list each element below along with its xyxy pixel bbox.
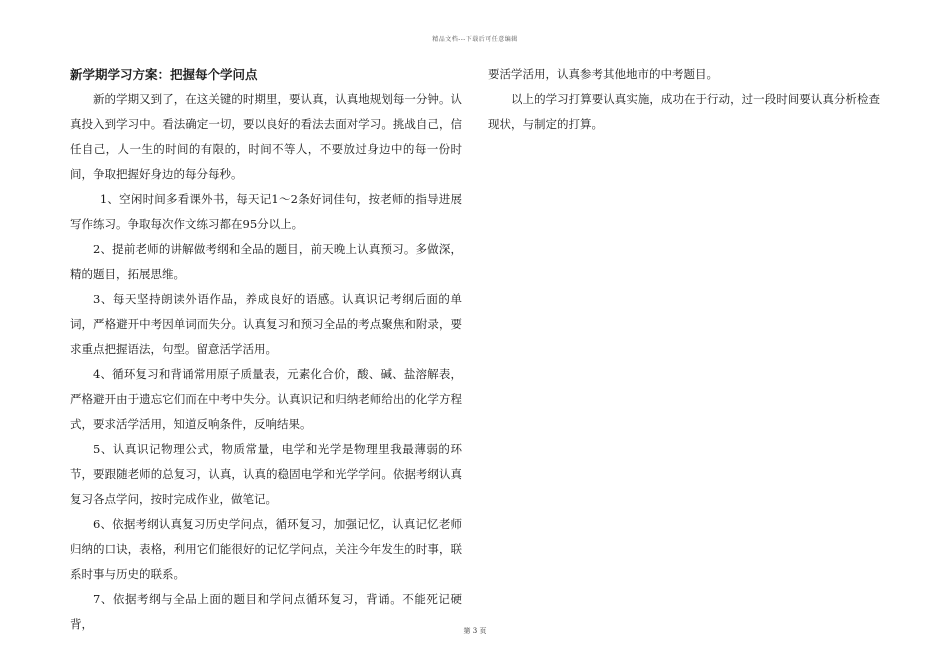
paragraph-item-4: 4、循环复习和背诵常用原子质量表，元素化合价，酸、碱、盐溶解表，严格避开由于遗忘它们而在中考中失分。认真识记和归纳老师给出的化学方程式，要求活学活用，知道反响条件，反响结果。 <box>70 367 462 431</box>
paragraph-item-1: 1、空闲时间多看课外书，每天记1～2条好词佳句，按老师的指导进展写作练习。争取每次作文练习都在95分以上。 <box>70 192 462 231</box>
paragraph-item-5: 5、认真识记物理公式，物质常量，电学和光学是物理里我最薄弱的环节，要跟随老师的总复习，认真，认真的稳固电学和光学学问。依据考纲认真复习各点学问，按时完成作业，做笔记。 <box>70 442 462 506</box>
paragraph-item-6: 6、依据考纲认真复习历史学问点，循环复习，加强记忆，认真记忆老师归纳的口诀，表格，利用它们能很好的记忆学问点，关注今年发生的时事，联系时事与历史的联系。 <box>70 517 462 581</box>
document-title: 新学期学习方案：把握每个学问点 <box>70 67 258 82</box>
paragraph-item-7: 7、依据考纲与全品上面的题目和学问点循环复习，背诵。不能死记硬背， <box>70 592 462 631</box>
paragraph-conclusion: 以上的学习打算要认真实施，成功在于行动，过一段时间要认真分析检查现状，与制定的打算。 <box>488 92 880 131</box>
left-column <box>70 62 462 637</box>
paragraph-item-2: 2、提前老师的讲解做考纲和全品的题目，前天晚上认真预习。多做深，精的题目，拓展思维。 <box>70 242 462 281</box>
page-header: 精品文档---下载后可任意编辑 <box>432 36 518 43</box>
paragraph-item-7-continued: 要活学活用，认真参考其他地市的中考题目。 <box>488 67 718 81</box>
page-number: 第 3 页 <box>463 627 487 635</box>
paragraph-intro: 新的学期又到了，在这关键的时期里，要认真，认真地规划每一分钟。认真投入到学习中。看法确定一切，要以良好的看法去面对学习。挑战自己，信任自己，人一生的时间的有限的，时间不等人，不要放过身边中的每一份时间，争取把握好身边的每分每秒。 <box>70 92 462 181</box>
right-column <box>488 62 880 137</box>
paragraph-item-3: 3、每天坚持朗读外语作品，养成良好的语感。认真识记考纲后面的单词，严格避开中考因单词而失分。认真复习和预习全品的考点聚焦和附录，要求重点把握语法，句型。留意活学活用。 <box>70 292 462 356</box>
